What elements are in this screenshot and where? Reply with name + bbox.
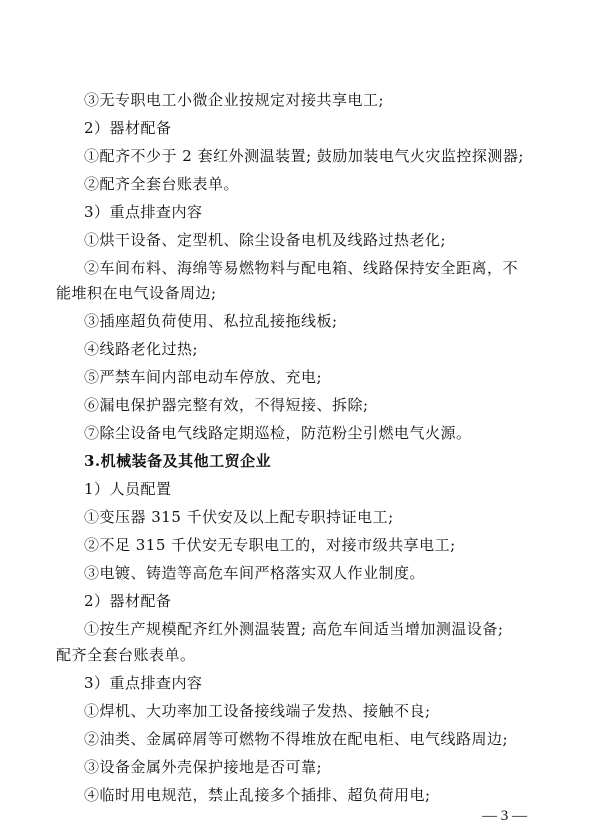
text-line: ①按生产规模配齐红外测温装置; 高危车间适当增加测温设备; [84, 620, 504, 638]
text-line: 3）重点排查内容 [84, 203, 203, 221]
text-line: ②不足 315 千伏安无专职电工的，对接市级共享电工; [84, 536, 456, 554]
text-line: ④临时用电规范，禁止乱接多个插排、超负荷用电; [84, 786, 431, 804]
text-line: ③插座超负荷使用、私拉乱接拖线板; [84, 312, 338, 330]
text-line: ②配齐全套台账表单。 [84, 175, 240, 193]
text-line: ①变压器 315 千伏安及以上配专职持证电工; [84, 508, 394, 526]
text-line: ②车间布料、海绵等易燃物料与配电箱、线路保持安全距离，不 [84, 259, 519, 277]
text-line: 2）器材配备 [84, 119, 172, 137]
text-line: 2）器材配备 [84, 592, 172, 610]
text-line: ①焊机、大功率加工设备接线端子发热、接触不良; [84, 702, 431, 720]
section-heading: 3.机械装备及其他工贸企业 [84, 452, 272, 470]
text-line: ④线路老化过热; [84, 340, 199, 358]
text-line: 能堆积在电气设备周边; [56, 284, 217, 302]
text-line: ①烘干设备、定型机、除尘设备电机及线路过热老化; [84, 231, 447, 249]
text-line: 3）重点排查内容 [84, 674, 203, 692]
text-line: ⑥漏电保护器完整有效，不得短接、拆除; [84, 396, 369, 414]
text-line: ⑦除尘设备电气线路定期巡检，防范粉尘引燃电气火源。 [84, 424, 472, 442]
text-line: 1）人员配置 [84, 480, 172, 498]
text-line: ③无专职电工小微企业按规定对接共享电工; [84, 91, 385, 109]
text-line: ⑤严禁车间内部电动车停放、充电; [84, 368, 323, 386]
text-line: ①配齐不少于 2 套红外测温装置; 鼓励加装电气火灾监控探测器; [84, 147, 524, 165]
text-line: ②油类、金属碎屑等可燃物不得堆放在配电柜、电气线路周边; [84, 730, 509, 748]
text-line: 配齐全套台账表单。 [56, 646, 196, 664]
text-line: ③设备金属外壳保护接地是否可靠; [84, 758, 323, 776]
text-line: ③电镀、铸造等高危车间严格落实双人作业制度。 [84, 564, 426, 582]
page-number: — 3 — [482, 808, 527, 824]
